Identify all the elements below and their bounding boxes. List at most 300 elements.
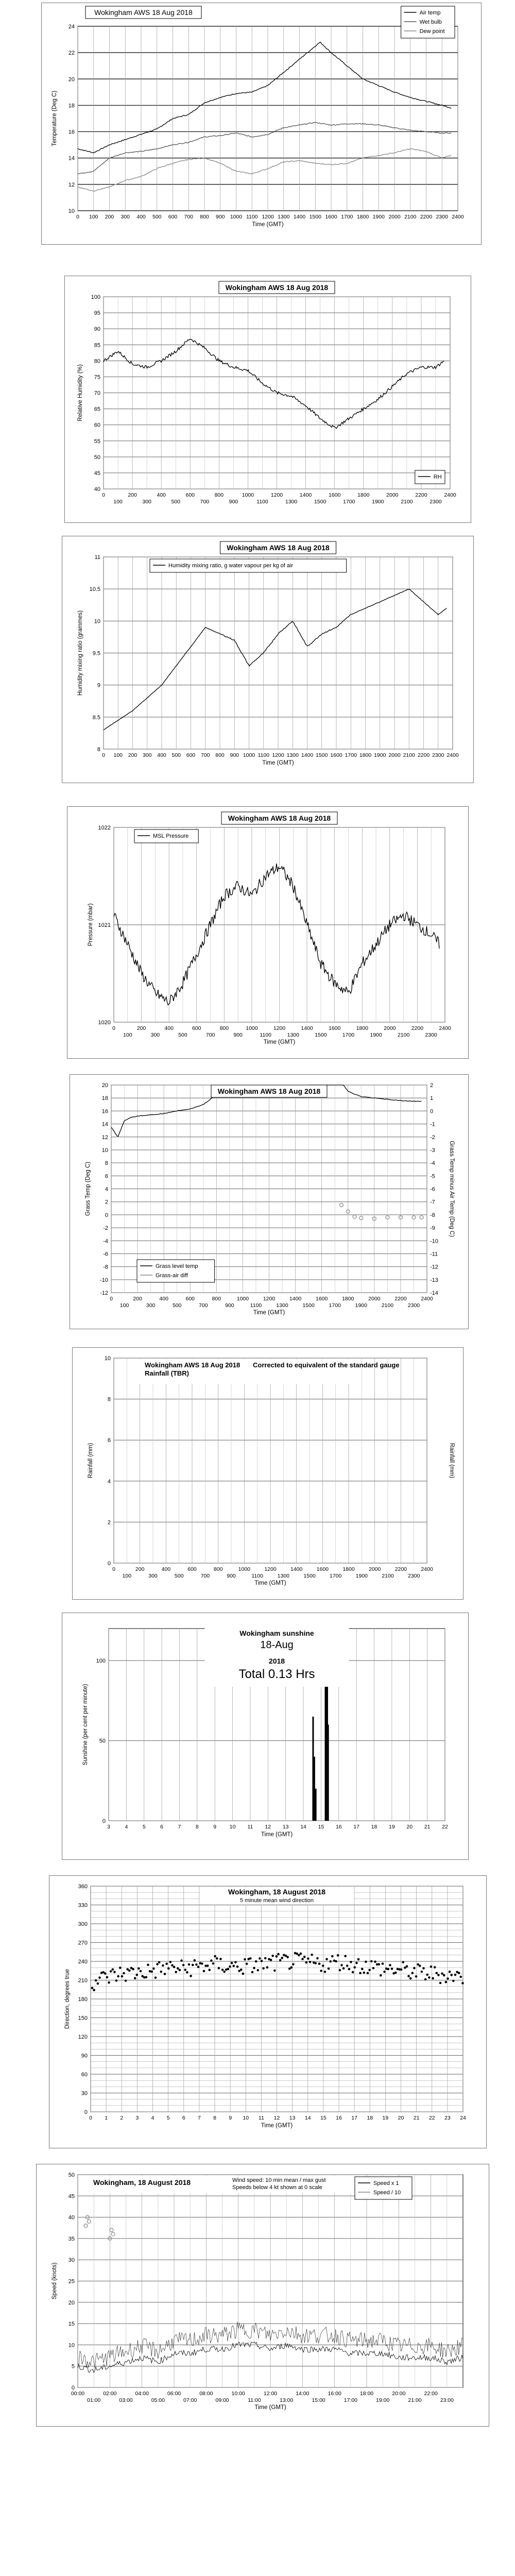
x-tick-label: 700 [205,1032,215,1038]
x-tick-label: 1700 [343,499,355,505]
x-tick-label: 19 [382,2115,389,2121]
y-axis-title: Pressure (mbar) [88,903,94,946]
y-tick-label: 50 [68,2172,75,2178]
wind-direction-point [169,1961,172,1963]
wind-direction-point [409,1977,412,1980]
x-tick-label: 600 [185,492,195,498]
y-tick-label: 50 [94,454,100,461]
wind-direction-point [192,1964,194,1967]
wind-direction-point [383,1971,386,1973]
x-tick-label: 200 [135,1566,145,1572]
y-right-tick-label: -6 [430,1186,435,1193]
wind-direction-point [113,1971,116,1973]
x-tick-label: 7 [178,1824,181,1830]
wind-direction-point [219,1958,222,1960]
x-tick-label: 1400 [293,214,306,220]
wind-direction-point [352,1971,354,1974]
y-tick-label: 12 [68,181,75,188]
x-tick-label: 600 [168,214,178,220]
wind-direction-point [432,1977,434,1980]
y-axis-title-right: Rainfall (mm) [449,1443,455,1479]
wind-direction-point [279,1959,282,1961]
y-tick-label: 16 [101,1108,108,1115]
x-tick-label: 3 [107,1824,110,1830]
x-tick-label: 900 [225,1302,234,1309]
wind-direction-point [194,1959,196,1962]
y-tick-label: 1022 [98,825,111,831]
x-tick-label: 06:00 [167,2391,181,2397]
x-tick-label: 1900 [372,499,384,505]
chart-panel-sunshine [62,1613,469,1860]
y-tick-label: 2 [107,1519,111,1526]
legend-label: MSL Pressure [153,833,189,839]
wind-direction-point [454,1974,457,1976]
chart-year: 2018 [268,1657,285,1665]
wind-direction-point [315,1962,317,1964]
wind-direction-point [162,1964,164,1967]
x-tick-label: 0 [102,752,105,758]
wind-direction-point [391,1968,393,1970]
x-tick-label: 10:00 [231,2391,245,2397]
x-tick-label: 19:00 [376,2397,390,2403]
x-tick-label: 1300 [286,752,299,758]
x-tick-label: 1300 [285,499,298,505]
x-tick-label: 1500 [309,214,321,220]
x-tick-label: 23 [444,2115,451,2121]
y-tick-label: 20 [68,76,75,83]
x-tick-label: 16 [336,2115,342,2121]
x-tick-label: 2100 [404,214,417,220]
x-tick-label: 200 [105,214,114,220]
x-tick-label: 800 [219,1025,229,1031]
wind-direction-point [382,1962,384,1965]
x-tick-label: 2000 [384,1025,396,1031]
x-tick-label: 2400 [421,1296,433,1302]
wind-direction-point [359,1972,362,1974]
wind-direction-point [216,1957,218,1960]
wind-direction-point [380,1974,382,1977]
x-axis-title: Time (GMT) [262,760,294,766]
y-tick-label: 8 [97,747,100,753]
wind-direction-point [212,1962,215,1965]
y-tick-label: 240 [78,1959,88,1965]
x-tick-label: 2 [120,2115,124,2121]
wind-direction-point [232,1965,235,1968]
wind-direction-point [368,1969,371,1971]
y-tick-label: 100 [96,1658,106,1665]
x-tick-label: 400 [157,492,166,498]
wind-direction-point [445,1981,448,1984]
chart-title: Wokingham AWS 18 Aug 2018 [228,814,331,822]
y-right-tick-label: -2 [430,1134,435,1141]
x-axis-title: Time (GMT) [261,1832,293,1838]
y-tick-label: 85 [94,342,100,349]
x-tick-label: 1900 [355,1302,367,1309]
chart-panel-wind-direction [49,1875,487,2148]
wind-direction-point [271,1955,274,1957]
y-tick-label: -4 [103,1238,108,1245]
wind-direction-point [123,1972,125,1975]
x-tick-label: 19 [389,1824,395,1830]
x-tick-label: 15 [320,2115,327,2121]
x-tick-label: 1600 [330,752,342,758]
x-tick-label: 1800 [356,1025,368,1031]
x-tick-label: 20 [406,1824,413,1830]
wind-direction-point [158,1961,161,1963]
wind-direction-point [331,1955,334,1958]
x-tick-label: 0 [112,1566,115,1572]
y-tick-label: 70 [94,390,100,397]
y-right-tick-label: -9 [430,1225,435,1232]
x-tick-label: 13:00 [280,2397,294,2403]
wind-direction-point [203,1970,205,1973]
x-tick-label: 2200 [394,1566,407,1572]
wind-direction-point [253,1967,255,1970]
x-tick-label: 2400 [447,752,459,758]
x-tick-label: 2300 [436,214,448,220]
x-tick-label: 12 [265,1824,271,1830]
wind-direction-point [128,1970,131,1972]
x-tick-label: 14 [300,1824,306,1830]
y-tick-label: 22 [68,50,75,57]
wind-direction-point [246,1963,248,1965]
wind-direction-point [411,1972,414,1974]
wind-direction-point [443,1974,445,1977]
sunshine-bar [328,1725,329,1821]
y-tick-label: 60 [94,422,100,429]
wind-direction-point [300,1953,302,1955]
y-tick-label: 50 [99,1738,106,1744]
x-tick-label: 11 [247,1824,253,1830]
wind-direction-point [311,1954,313,1956]
x-tick-label: 900 [227,1573,236,1579]
y-tick-label: 4 [105,1186,108,1193]
chart-subtitle: Wind speed: 10 min mean / max gust [232,2177,326,2183]
x-tick-label: 13 [289,2115,296,2121]
x-tick-label: 6 [160,1824,164,1830]
wind-direction-point [140,1970,142,1973]
chart-svg-mixing-ratio [62,536,473,783]
x-tick-label: 1100 [251,1573,263,1579]
x-tick-label: 1200 [264,1566,277,1572]
y-tick-label: 14 [101,1121,108,1128]
y-tick-label: 210 [78,1977,88,1984]
chart-title: Wokingham AWS 18 Aug 2018 [227,544,330,552]
chart-subtitle: Rainfall (TBR) [145,1369,189,1377]
wind-direction-point [298,1954,300,1957]
x-tick-label: 300 [121,214,130,220]
wind-direction-point [251,1971,254,1974]
x-tick-label: 22:00 [424,2391,438,2397]
x-tick-label: 2200 [411,1025,424,1031]
x-tick-label: 900 [229,499,238,505]
x-tick-label: 05:00 [151,2397,165,2403]
wind-direction-point [197,1965,200,1968]
y-right-tick-label: -5 [430,1173,435,1180]
wind-direction-point [262,1967,265,1970]
x-tick-label: 500 [171,499,180,505]
y-tick-label: 9 [97,682,100,689]
wind-direction-point [119,1967,122,1969]
x-tick-label: 1200 [270,492,283,498]
wind-direction-point [458,1972,460,1974]
y-tick-label: -10 [100,1277,108,1283]
x-tick-label: 11:00 [248,2397,261,2403]
x-tick-label: 300 [148,1573,158,1579]
y-tick-label: 270 [78,1940,88,1946]
x-tick-label: 1400 [301,1025,313,1031]
wind-direction-point [424,1978,427,1981]
x-tick-label: 1200 [272,752,284,758]
wind-direction-point [175,1971,177,1973]
y-tick-label: 90 [94,326,100,333]
x-tick-label: 15 [318,1824,324,1830]
wind-direction-point [165,1962,168,1965]
y-tick-label: 8.5 [92,714,100,721]
wind-direction-point [190,1975,192,1977]
x-tick-label: 13 [282,1824,289,1830]
wind-direction-point [91,1987,94,1989]
x-tick-label: 1100 [260,1032,272,1038]
chart-title: Wokingham AWS 18 Aug 2018 [217,1087,321,1095]
wind-direction-point [406,1965,408,1968]
wind-direction-point [419,1964,421,1967]
x-tick-label: 9 [213,1824,217,1830]
wind-direction-point [337,1954,339,1957]
wind-direction-point [173,1966,176,1969]
x-tick-label: 24 [460,2115,466,2121]
wind-direction-point [309,1961,312,1963]
wind-direction-point [400,1969,403,1971]
x-tick-label: 1500 [302,1302,315,1309]
x-tick-label: 400 [161,1566,171,1572]
wind-direction-point [259,1957,261,1960]
wind-direction-point [93,1989,95,1991]
x-tick-label: 01:00 [87,2397,101,2403]
x-tick-label: 400 [157,752,166,758]
x-tick-label: 1100 [250,1302,262,1309]
y-tick-label: 6 [105,1173,108,1180]
x-tick-label: 800 [215,752,225,758]
x-tick-label: 1800 [357,492,370,498]
x-tick-label: 9 [229,2115,232,2121]
y-tick-label: 0 [105,1212,108,1218]
y-tick-label: 10 [101,1147,108,1154]
wind-direction-point [402,1961,404,1963]
wind-direction-point [325,1958,328,1960]
wind-direction-point [447,1977,449,1980]
x-axis-title: Time (GMT) [261,2123,293,2129]
x-tick-label: 1900 [370,1032,382,1038]
wind-direction-point [413,1967,416,1970]
x-tick-label: 17 [351,2115,357,2121]
chart-title: Wokingham AWS 18 Aug 2018 [94,8,193,16]
x-tick-label: 1200 [273,1025,286,1031]
x-tick-label: 700 [200,752,210,758]
x-tick-label: 03:00 [119,2397,133,2403]
x-tick-label: 1300 [277,1573,290,1579]
wind-direction-point [208,1969,211,1971]
legend-label: RH [433,474,442,480]
x-tick-label: 1600 [328,1025,341,1031]
x-tick-label: 04:00 [135,2391,149,2397]
x-tick-label: 16:00 [328,2391,341,2397]
x-tick-label: 700 [200,499,210,505]
x-tick-label: 1400 [290,1566,303,1572]
x-tick-label: 700 [200,1573,210,1579]
wind-direction-point [167,1967,170,1970]
chart-panel-humidity [64,276,471,523]
wind-direction-point [389,1964,391,1967]
x-tick-label: 300 [146,1302,156,1309]
wind-direction-point [270,1959,272,1961]
legend-label: Speed x 1 [373,2180,399,2187]
x-tick-label: 500 [152,214,162,220]
x-tick-label: 2200 [417,752,430,758]
wind-direction-point [335,1960,337,1963]
chart-panel-wind-speed [36,2164,489,2427]
x-tick-label: 4 [151,2115,154,2121]
y-tick-label: 35 [68,2235,75,2242]
chart-title: Wokingham AWS 18 Aug 2018 [145,1361,241,1369]
y-tick-label: 300 [78,1921,88,1927]
wind-direction-point [276,1955,278,1958]
wind-direction-point [210,1959,213,1962]
y-right-tick-label: -3 [430,1147,435,1154]
chart-subtitle-2: Speeds below 4 kt shown at 0 scale [232,2184,322,2191]
y-tick-label: 8 [105,1160,108,1167]
x-tick-label: 1500 [316,752,328,758]
wind-direction-point [459,1976,462,1978]
wind-direction-point [110,1970,112,1973]
wind-direction-point [355,1962,358,1964]
wind-direction-point [179,1969,181,1972]
wind-direction-point [329,1960,332,1963]
x-tick-label: 1100 [246,214,258,220]
chart-svg-pressure [67,807,468,1058]
x-tick-label: 1400 [289,1296,302,1302]
wind-direction-point [135,1974,138,1976]
y-tick-label: 18 [101,1095,108,1102]
x-tick-label: 2300 [432,752,444,758]
x-tick-label: 100 [113,752,123,758]
x-tick-label: 12 [273,2115,280,2121]
x-tick-label: 2000 [368,1296,381,1302]
wind-direction-point [188,1963,191,1966]
wind-direction-point [125,1979,127,1982]
wind-direction-point [255,1960,258,1963]
y-tick-label: -6 [103,1251,108,1258]
wind-direction-point [421,1971,423,1973]
wind-direction-point [180,1959,183,1962]
x-tick-label: 900 [215,214,225,220]
x-tick-label: 0 [112,1025,115,1031]
sunshine-bar [314,1757,315,1821]
x-tick-label: 1400 [299,492,312,498]
y-right-tick-label: 1 [430,1095,434,1102]
x-tick-label: 1800 [356,214,369,220]
wind-direction-point [342,1967,345,1970]
wind-direction-point [286,1956,289,1958]
wind-direction-point [461,1982,464,1985]
wind-direction-point [134,1977,136,1979]
legend-label: Dew point [419,28,445,35]
wind-direction-point [221,1969,224,1971]
chart-title: Wokingham, 18 August 2018 [228,1888,326,1896]
x-tick-label: 4 [125,1824,128,1830]
wind-direction-point [98,1976,101,1979]
y-right-tick-label: -12 [430,1264,438,1270]
wind-direction-point [437,1974,440,1976]
x-tick-label: 0 [89,2115,92,2121]
wind-direction-point [324,1971,327,1973]
chart-svg-wind-speed [37,2164,489,2426]
x-tick-label: 5 [142,1824,146,1830]
y-right-tick-label: -13 [430,1277,438,1283]
x-tick-label: 1100 [256,499,268,505]
y-tick-label: 180 [78,1996,88,2003]
chart-svg-grass-temp [70,1075,468,1329]
wind-direction-point [281,1957,283,1959]
y-tick-label: 14 [68,155,75,162]
y-tick-label: 20 [101,1082,108,1089]
x-tick-label: 1800 [342,1566,355,1572]
x-tick-label: 500 [178,1032,187,1038]
y-right-tick-label: -14 [430,1290,438,1296]
x-tick-label: 1000 [246,1025,258,1031]
x-tick-label: 1900 [355,1573,368,1579]
x-tick-label: 2300 [425,1032,437,1038]
x-tick-label: 100 [122,1573,132,1579]
wind-direction-point [346,1964,349,1967]
x-tick-label: 18 [371,1824,377,1830]
x-tick-label: 400 [164,1025,174,1031]
wind-direction-point [261,1960,263,1962]
chart-panel-temperature [41,3,482,245]
wind-direction-point [277,1953,280,1956]
x-axis-title: Time (GMT) [254,2404,286,2411]
x-tick-label: 2100 [401,499,413,505]
legend-label: Grass-air diff [156,1273,188,1279]
x-tick-label: 6 [182,2115,185,2121]
x-tick-label: 600 [185,1296,195,1302]
x-tick-label: 900 [230,752,239,758]
x-tick-label: 2300 [407,1573,420,1579]
x-tick-label: 08:00 [199,2391,213,2397]
x-axis-title: Time (GMT) [252,222,284,228]
wind-direction-point [292,1963,295,1965]
chart-panel-pressure [67,806,469,1059]
wind-direction-point [242,1973,245,1975]
y-tick-label: -2 [103,1225,108,1232]
wind-direction-point [350,1961,352,1963]
y-tick-label: 10 [94,618,100,625]
wind-direction-point [439,1982,442,1985]
y-tick-label: 40 [94,486,100,493]
y-tick-label: 0 [107,1561,111,1567]
wind-direction-point [377,1963,380,1965]
wind-direction-point [156,1963,159,1965]
x-tick-label: 800 [212,1296,221,1302]
y-axis-title: Temperature (Deg C) [52,90,58,147]
wind-direction-point [150,1971,153,1973]
x-tick-label: 2000 [386,492,399,498]
x-tick-label: 300 [150,1032,160,1038]
x-tick-label: 2300 [407,1302,420,1309]
wind-direction-point [316,1957,319,1960]
x-tick-label: 1400 [301,752,314,758]
x-tick-label: 100 [119,1302,129,1309]
